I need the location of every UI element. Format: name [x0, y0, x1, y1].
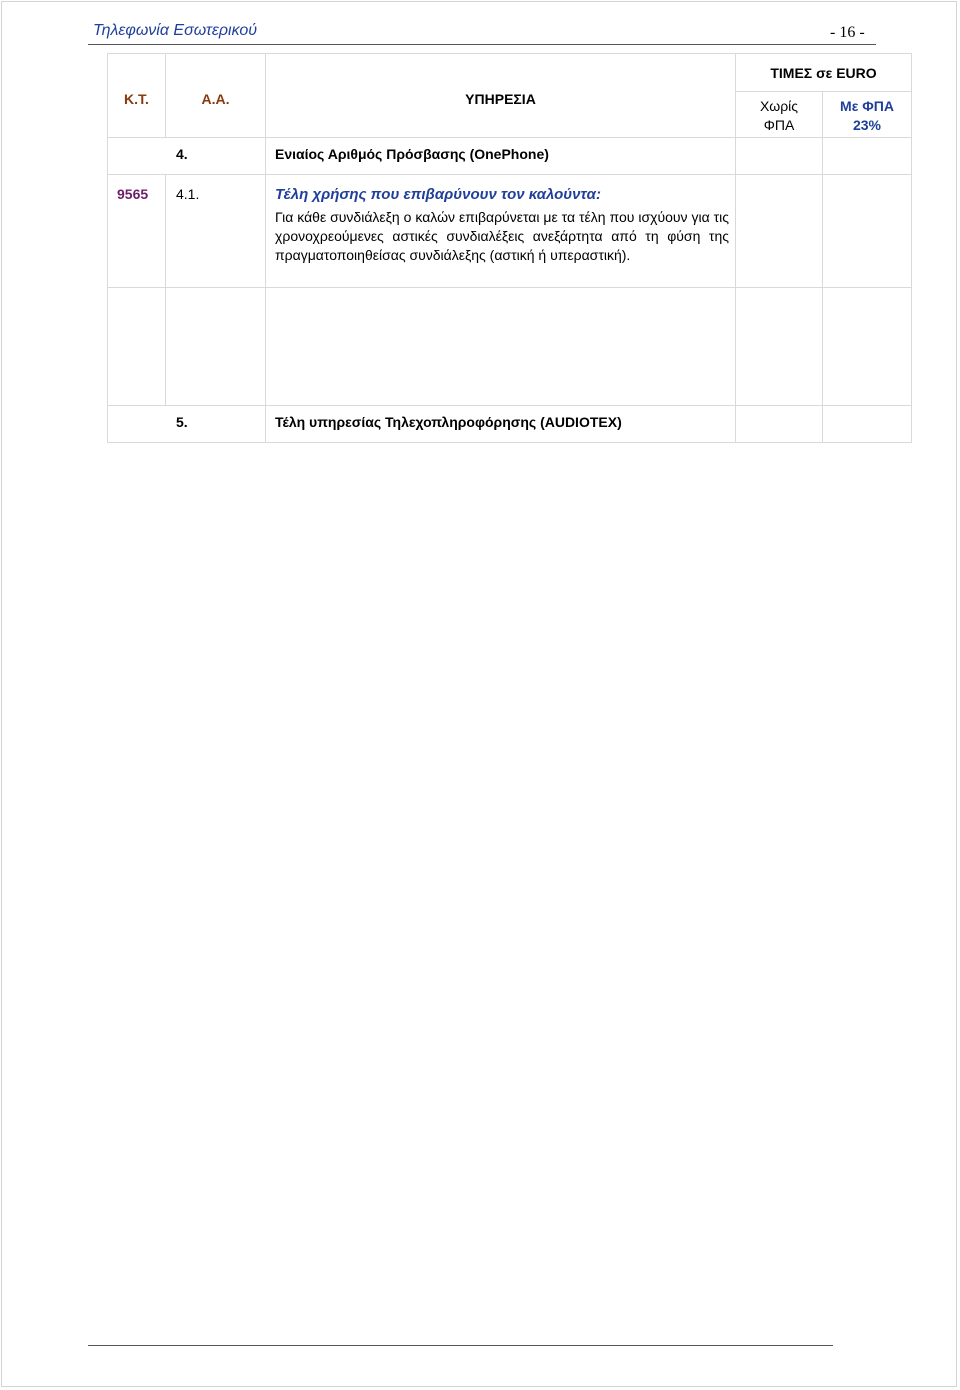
item-4-1-description: Για κάθε συνδιάλεξη ο καλών επιβαρύνεται με τα τέλη που ισχύουν για τις χρονοχρεούμενες αστικές συνδιαλέξεις ανεξάρτητα από τη φύση της πραγματοποιηθείσας συνδιάλεξης (αστική ή υπεραστική).	[275, 209, 729, 263]
column-header-service: ΥΠΗΡΕΣΙΑ	[266, 54, 736, 138]
section-5-price-with-vat	[823, 406, 912, 443]
section-4-price-without-vat	[736, 138, 823, 175]
empty-cell	[736, 288, 823, 406]
column-header-kt: Κ.Τ.	[108, 54, 166, 138]
table-header-row	[108, 54, 912, 92]
with-vat-line1: Με ΦΠΑ	[840, 98, 894, 114]
item-4-1-title: Τέλη χρήσης που επιβαρύνουν τον καλούντα:	[275, 186, 601, 203]
section-5-title: Τέλη υπηρεσίας Τηλεχοπληροφόρησης (AUDIOTEX)	[266, 406, 736, 443]
document-header-title: Τηλεφωνία Εσωτερικού	[93, 22, 258, 39]
empty-cell	[108, 288, 166, 406]
section-5-price-without-vat	[736, 406, 823, 443]
without-vat-line1: Χωρίς	[759, 98, 799, 114]
item-4-1-code: 9565	[108, 175, 166, 288]
section-5-number: 5.	[108, 406, 266, 443]
header-divider	[88, 44, 876, 45]
footer-divider	[88, 1345, 833, 1346]
item-4-1-price-with-vat	[823, 175, 912, 288]
table-row-section-4	[108, 138, 912, 175]
item-4-1-price-without-vat	[736, 175, 823, 288]
tariff-table	[107, 53, 912, 443]
item-4-1-number: 4.1.	[166, 175, 266, 288]
column-header-prices: ΤΙΜΕΣ σε EURO	[736, 54, 912, 92]
empty-cell	[266, 288, 736, 406]
page-number: - 16 -	[830, 24, 865, 41]
column-header-without-vat	[736, 92, 823, 138]
item-4-1-content	[266, 175, 736, 288]
column-header-aa: Α.Α.	[166, 54, 266, 138]
empty-cell	[166, 288, 266, 406]
with-vat-line2: 23%	[852, 117, 882, 133]
without-vat-line2: ΦΠΑ	[763, 117, 795, 133]
empty-cell	[823, 288, 912, 406]
table-row-item-4-1	[108, 175, 912, 288]
section-4-number: 4.	[108, 138, 266, 175]
section-4-title: Ενιαίος Αριθμός Πρόσβασης (OnePhone)	[266, 138, 736, 175]
section-4-price-with-vat	[823, 138, 912, 175]
table-row-section-5	[108, 406, 912, 443]
table-row-empty	[108, 288, 912, 406]
column-header-with-vat	[823, 92, 912, 138]
